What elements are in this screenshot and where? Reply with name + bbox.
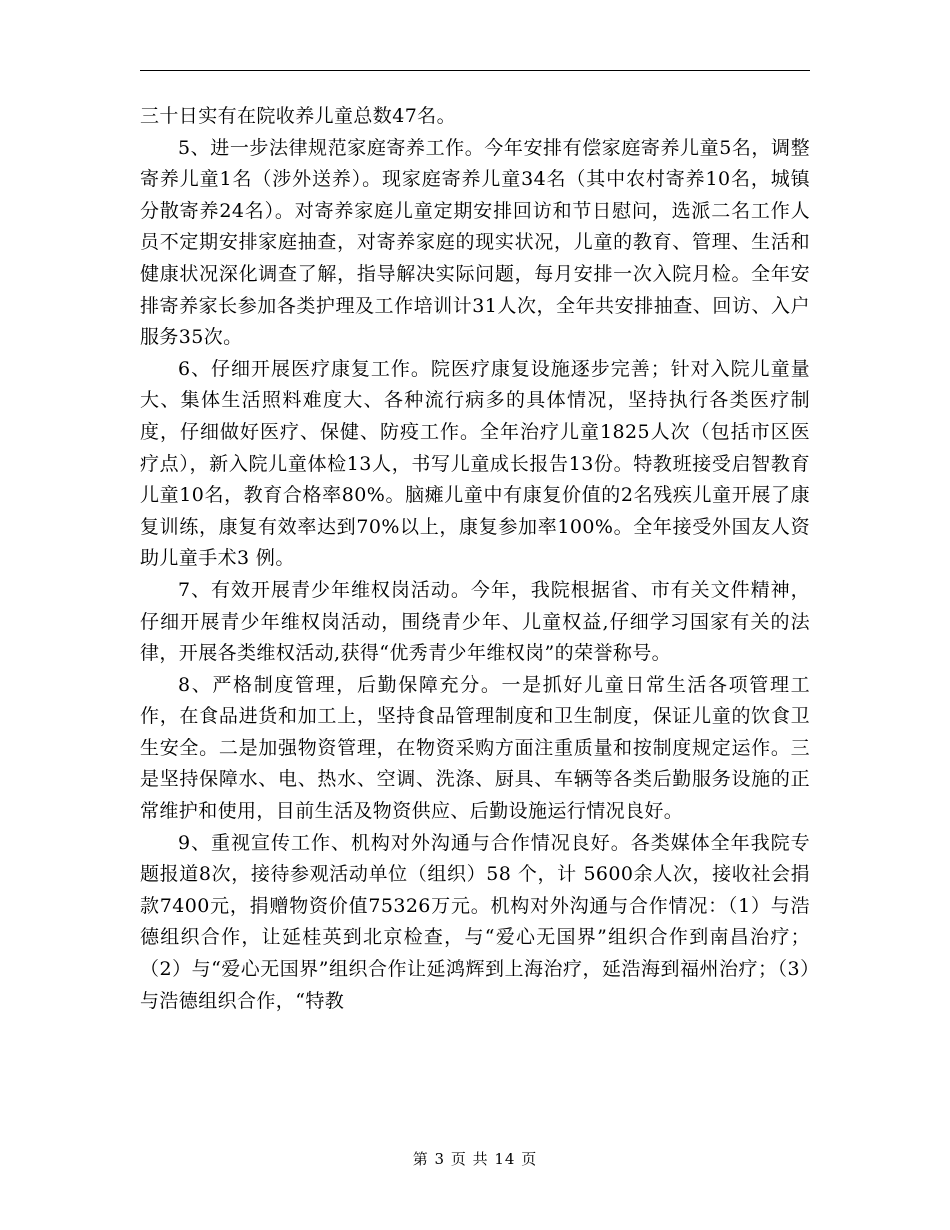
paragraph-publicity: 9、重视宣传工作、机构对外沟通与合作情况良好。各类媒体全年我院专题报道8次，接待参观活动单位（组织）58 个，计 5600余人次，接收社会捐款7400元，捐赠物资价值75326万元。机构对外沟通与合作情况：（1）与浩德组织合作，让延桂英到北京检查，与“爱心无国界”组织合作到南昌治疗；（2）与“爱心无国界”组织合作让延鸿辉到上海治疗，延浩海到福州治疗；（3）与浩德组织合作，“特教: [140, 831, 810, 1012]
paragraph-foster-care: 5、进一步法律规范家庭寄养工作。今年安排有偿家庭寄养儿童5名，调整寄养儿童1名（涉外送养）。现家庭寄养儿童34名（其中农村寄养10名，城镇分散寄养24名）。对寄养家庭儿童定期安排回访和节日慰问，选派二名工作人员不定期安排家庭抽查，对寄养家庭的现实状况，儿童的教育、管理、生活和健康状况深化调查了解，指导解决实际问题，每月安排一次入院月检。全年安排寄养家长参加各类护理及工作培训计31人次，全年共安排抽查、回访、入户服务35次。: [140, 136, 810, 349]
paragraph-youth-rights: 7、有效开展青少年维权岗活动。今年，我院根据省、市有关文件精神，仔细开展青少年维权岗活动，围绕青少年、儿童权益,仔细学习国家有关的法律，开展各类维权活动,获得“优秀青少年维权岗”的荣誉称号。: [140, 578, 810, 665]
paragraph-logistics: 8、严格制度管理，后勤保障充分。一是抓好儿童日常生活各项管理工作，在食品进货和加工上，坚持食品管理制度和卫生制度，保证儿童的饮食卫生安全。二是加强物资管理，在物资采购方面注重质量和按制度规定运作。三是坚持保障水、电、热水、空调、洗涤、厨具、车辆等各类后勤服务设施的正常维护和使用，目前生活及物资供应、后勤设施运行情况良好。: [140, 673, 810, 823]
document-body: [140, 101, 810, 1017]
paragraph-continuation: 三十日实有在院收养儿童总数47名。: [140, 105, 456, 127]
paragraph-medical-rehab: 6、仔细开展医疗康复工作。院医疗康复设施逐步完善；针对入院儿童量大、集体生活照料难度大、各种流行病多的具体情况，坚持执行各类医疗制度，仔细做好医疗、保健、防疫工作。全年治疗儿童1825人次（包括市区医疗点），新入院儿童体检13人，书写儿童成长报告13份。特教班接受启智教育儿童10名，教育合格率80%。脑瘫儿童中有康复价值的2名残疾儿童开展了康复训练，康复有效率达到70%以上，康复参加率100%。全年接受外国友人资助儿童手术3 例。: [140, 357, 810, 570]
page-number-footer: 第 3 页 共 14 页: [412, 1150, 538, 1168]
header-rule: [140, 70, 810, 71]
